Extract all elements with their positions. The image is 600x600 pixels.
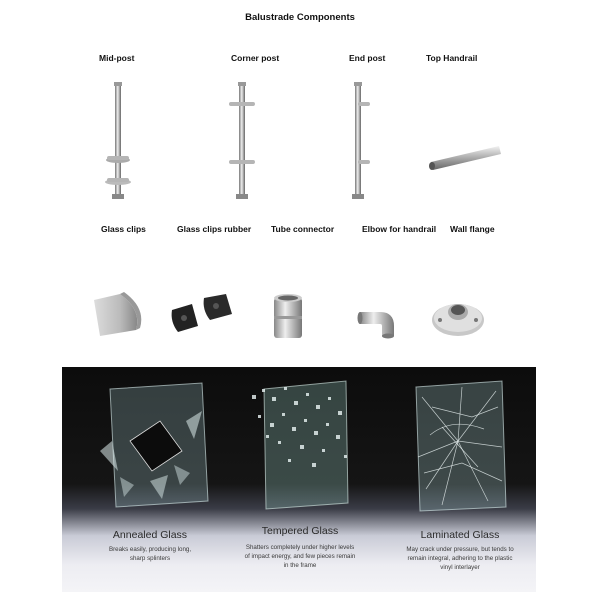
end-post-image: [336, 80, 380, 202]
label-glass-clips-rubber: Glass clips rubber: [177, 224, 252, 234]
tempered-glass-title: Tempered Glass: [261, 525, 339, 537]
label-mid-post: Mid-post: [99, 53, 135, 63]
tempered-glass-image: [242, 375, 360, 511]
laminated-glass-title: Laminated Glass: [420, 529, 500, 541]
glass-types-panel: [62, 367, 536, 592]
tempered-glass-description: Shatters completely under higher levels of impact energy, and few pieces remain in the frame: [244, 544, 356, 569]
label-tube-connector: Tube connector: [271, 224, 335, 234]
page-title: Balustrade Components: [245, 12, 355, 23]
tube-connector-image: [268, 292, 308, 344]
annealed-glass-description: Breaks easily, producing long, sharp splinters: [108, 546, 192, 562]
annealed-glass-title: Annealed Glass: [112, 529, 188, 541]
label-end-post: End post: [349, 53, 386, 63]
label-corner-post: Corner post: [231, 53, 280, 63]
wall-flange-image: [430, 292, 486, 340]
corner-post-image: [220, 80, 264, 202]
label-glass-clips: Glass clips: [101, 224, 146, 234]
label-elbow-for-handrail: Elbow for handrail: [362, 224, 437, 234]
glass-clips-rubber-image: [168, 290, 240, 340]
elbow-image: [354, 292, 402, 342]
annealed-glass-image: [90, 381, 220, 511]
label-wall-flange: Wall flange: [450, 224, 495, 234]
laminated-glass-image: [402, 377, 520, 513]
top-handrail-image: [425, 140, 505, 176]
glass-clip-image: [86, 290, 148, 342]
laminated-glass-description: May crack under pressure, but tends to remain integral, adhering to the plastic vinyl interlayer: [406, 546, 514, 571]
mid-post-image: [96, 80, 140, 202]
label-top-handrail: Top Handrail: [426, 53, 478, 63]
